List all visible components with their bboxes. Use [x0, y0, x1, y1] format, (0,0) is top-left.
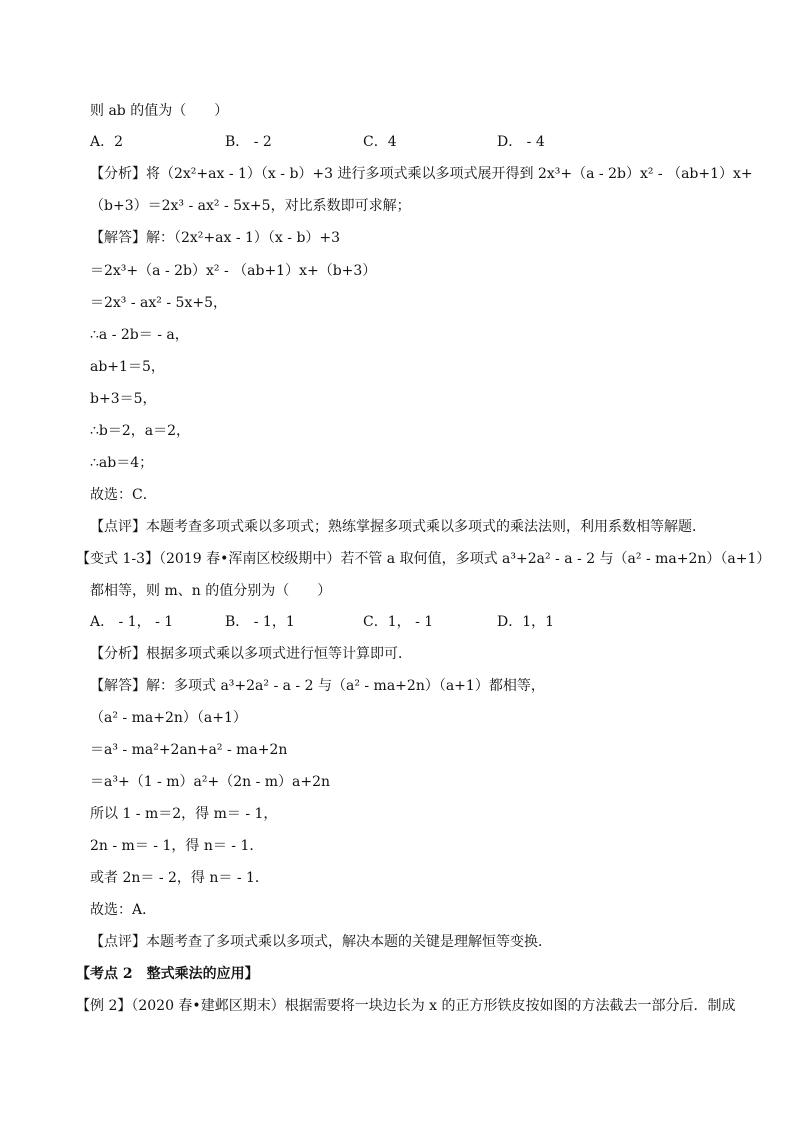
solution-line: （a² - ma+2n）（a+1） — [90, 710, 247, 726]
answer-line: 故选：C． — [90, 487, 157, 503]
solution-line: 或者 2n＝ - 2，得 n＝ - 1． — [90, 870, 269, 886]
option-d: D． - 4 — [497, 134, 545, 150]
solution-line: 【解答】解：多项式 a³+2a² - a - 2 与（a² - ma+2n）（a+1）都相等， — [90, 678, 545, 694]
option-d: D．1，1 — [497, 614, 555, 630]
variant-question: 都相等，则 m、n 的值分别为（ ） — [90, 583, 332, 599]
analysis-line: 【分析】将（2x²+ax - 1）（x - b）+3 进行多项式乘以多项式展开得到 2x³+（a - 2b）x² - （ab+1）x+ — [90, 166, 753, 182]
solution-line: ＝2x³ - ax² - 5x+5， — [90, 295, 227, 311]
question-stem: 则 ab 的值为（ ） — [90, 103, 229, 119]
solution-line: 所以 1 - m＝2，得 m＝ - 1， — [90, 806, 278, 822]
solution-line: ＝a³+（1 - m）a²+（2n - m）a+2n — [90, 774, 331, 790]
comment-line: 【点评】本题考查了多项式乘以多项式，解决本题的关键是理解恒等变换． — [90, 934, 552, 950]
analysis-line: （b+3）＝2x³ - ax² - 5x+5，对比系数即可求解； — [90, 198, 411, 214]
analysis-line: 【分析】根据多项式乘以多项式进行恒等计算即可． — [90, 646, 412, 662]
solution-line: 【解答】解：（2x²+ax - 1）（x - b）+3 — [90, 230, 341, 246]
comment-line: 【点评】本题考查多项式乘以多项式；熟练掌握多项式乘以多项式的乘法法则，利用系数相等解题． — [90, 519, 706, 535]
solution-line: ＝2x³+（a - 2b）x² - （ab+1）x+（b+3） — [90, 263, 377, 279]
option-b: B． - 2 — [225, 134, 272, 150]
option-a: A． - 1， - 1 — [90, 614, 174, 630]
solution-line: b+3＝5， — [90, 391, 157, 407]
option-a: A．2 — [90, 134, 124, 150]
solution-line: ∴ab＝4； — [90, 455, 154, 471]
solution-line: ab+1＝5， — [90, 359, 165, 375]
solution-line: ＝a³ - ma²+2an+a² - ma+2n — [90, 742, 288, 758]
solution-line: ∴b＝2，a＝2， — [90, 423, 191, 439]
solution-line: ∴a - 2b＝ - a， — [90, 327, 189, 343]
solution-line: 2n - m＝ - 1，得 n＝ - 1． — [90, 838, 264, 854]
answer-line: 故选：A． — [90, 902, 157, 918]
section-heading: 【考点 2 整式乘法的应用】 — [76, 966, 259, 982]
example-question: 【例 2】（2020 春•建邺区期末）根据需要将一块边长为 x 的正方形铁皮按如图的方法截去一部分后．制成 — [76, 998, 736, 1014]
option-c: C．1， - 1 — [363, 614, 434, 630]
option-c: C．4 — [363, 134, 397, 150]
option-b: B． - 1，1 — [225, 614, 295, 630]
variant-question: 【变式 1-3】（2019 春•浑南区校级期中）若不管 a 取何值，多项式 a³+2a² - a - 2 与（a² - ma+2n）（a+1） — [76, 551, 771, 567]
